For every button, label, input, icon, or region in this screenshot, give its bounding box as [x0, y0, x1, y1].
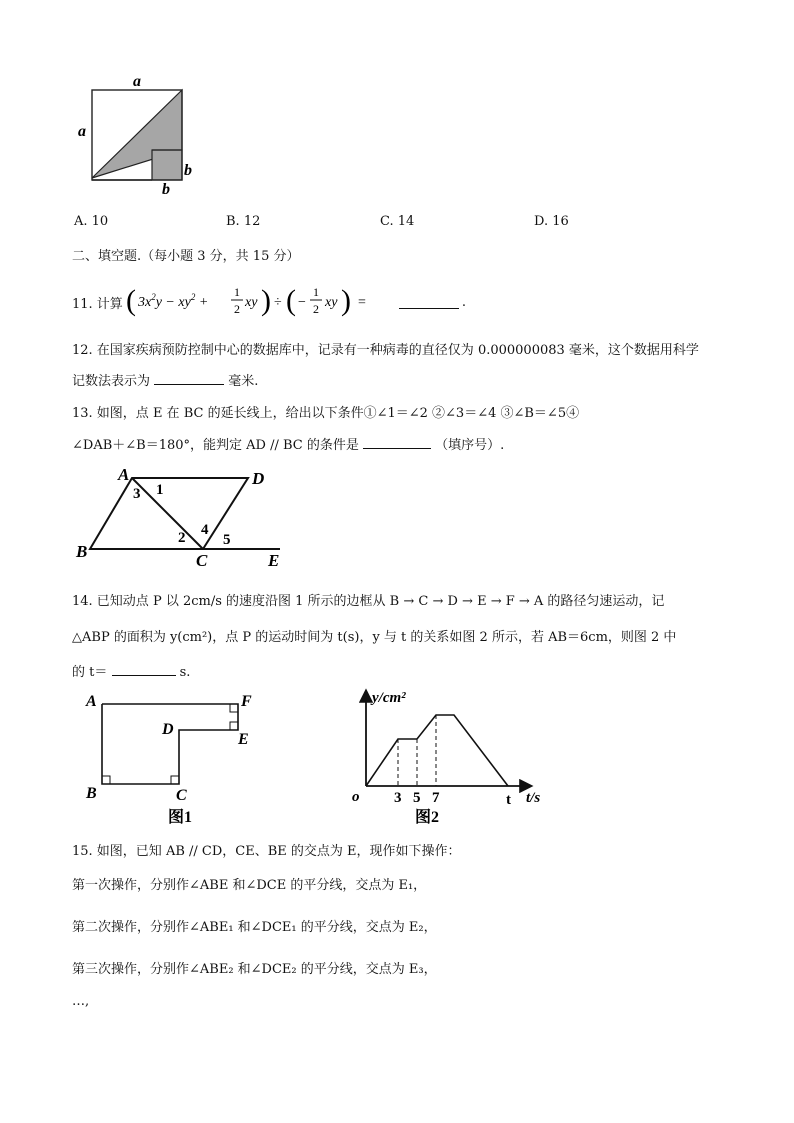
- q14-line3: [72, 661, 190, 680]
- fig2-y-axis-label: y/cm²: [372, 690, 406, 706]
- option-c: C. 14: [380, 214, 415, 229]
- fig1-label-A: A: [86, 693, 97, 710]
- q11-formula: [126, 284, 396, 320]
- label-b-bottom: b: [162, 181, 170, 198]
- svg-text:1: 1: [312, 285, 319, 299]
- svg-text:2: 2: [312, 302, 319, 316]
- q13-line2: [72, 434, 504, 453]
- q12-line2: [72, 370, 258, 389]
- q12-answer-blank[interactable]: [154, 372, 224, 385]
- svg-text:(: (: [285, 284, 296, 317]
- fig2-tick-3: 3: [394, 790, 402, 806]
- label-D: D: [252, 469, 265, 488]
- q12-line2-post: 毫米.: [228, 374, 259, 389]
- q15-line5: …,: [72, 994, 90, 1009]
- svg-text:1: 1: [233, 285, 240, 299]
- q11-suffix: .: [461, 294, 466, 310]
- label-3: 3: [133, 486, 141, 502]
- label-A: A: [118, 465, 130, 484]
- q14-line2: △ABP 的面积为 y(cm²)，点 P 的运动时间为 t(s)，y 与 t 的关系如图 2 所示，若 AB＝6cm，则图 2 中: [72, 630, 677, 645]
- option-b: B. 12: [226, 214, 261, 229]
- q14-line3-pre: 的 t＝: [72, 665, 108, 680]
- q14-line3-post: s.: [179, 665, 191, 680]
- q14-line1: 14. 已知动点 P 以 2cm/s 的速度沿图 1 所示的边框从 B → C → D → E → F → A 的路径匀速运动，记: [72, 594, 665, 609]
- fig2-tick-t: t: [506, 792, 511, 808]
- svg-text:3x2y − xy2 +: $3x^2y - xy^2$ +: [137, 292, 209, 310]
- q13-answer-blank[interactable]: [363, 436, 431, 449]
- fig2-x-axis-label: t/s: [526, 790, 541, 806]
- option-d: D. 16: [534, 214, 569, 229]
- svg-text:(: (: [125, 284, 136, 317]
- question-11: [72, 284, 466, 320]
- fig1-label-E: E: [238, 731, 249, 748]
- figure-1: [80, 686, 270, 830]
- label-2: 2: [178, 530, 186, 546]
- label-b-right: b: [184, 162, 192, 179]
- fig1-label-B: B: [86, 785, 97, 802]
- q11-answer-blank[interactable]: [399, 296, 459, 309]
- label-a-left: a: [78, 123, 86, 140]
- fig1-label-C: C: [176, 787, 187, 804]
- section-heading: 二、填空题.（每小题 3 分，共 15 分）: [72, 249, 300, 264]
- svg-text:xy: xy: [324, 295, 338, 310]
- q15-line2: 第一次操作，分别作∠ABE 和∠DCE 的平分线，交点为 E₁，: [72, 878, 427, 893]
- q12-line1: 12. 在国家疾病预防控制中心的数据库中，记录有一种病毒的直径仅为 0.000000083 毫米，这个数据用科学: [72, 343, 699, 358]
- fig2-origin: o: [352, 789, 360, 805]
- q14-answer-blank[interactable]: [112, 663, 176, 676]
- label-a-top: a: [133, 73, 141, 90]
- fig2-tick-5: 5: [413, 790, 421, 806]
- option-a: A. 10: [74, 214, 109, 229]
- square-figure: [76, 72, 206, 200]
- svg-text:−: −: [297, 295, 306, 310]
- svg-text:=: =: [357, 295, 366, 310]
- q15-line1: 15. 如图，已知 AB // CD，CE、BE 的交点为 E，现作如下操作：: [72, 844, 461, 859]
- q13-line1: 13. 如图，点 E 在 BC 的延长线上，给出以下条件①∠1＝∠2 ②∠3＝∠4 ③∠B＝∠5④: [72, 406, 580, 421]
- q15-line3: 第二次操作，分别作∠ABE₁ 和∠DCE₁ 的平分线，交点为 E₂，: [72, 920, 437, 935]
- fig2-tick-7: 7: [432, 790, 440, 806]
- fig1-caption: 图1: [168, 809, 193, 826]
- svg-text:÷: ÷: [273, 295, 282, 310]
- q11-prefix: 11. 计算: [72, 296, 123, 312]
- label-B: B: [76, 542, 88, 561]
- label-1: 1: [156, 482, 164, 498]
- label-C: C: [196, 551, 208, 570]
- label-E: E: [268, 551, 280, 570]
- q13-line2-pre: ∠DAB＋∠B＝180°，能判定 AD // BC 的条件是: [72, 438, 359, 453]
- parallelogram-figure: [72, 462, 286, 570]
- figure-2: [340, 684, 560, 830]
- svg-text:2: 2: [233, 302, 240, 316]
- svg-text:): ): [260, 284, 271, 317]
- fig1-label-D: D: [162, 721, 174, 738]
- svg-text:): ): [340, 284, 351, 317]
- label-5: 5: [223, 532, 231, 548]
- q15-line4: 第三次操作，分别作∠ABE₂ 和∠DCE₂ 的平分线，交点为 E₃，: [72, 962, 437, 977]
- q13-line2-post: （填序号）.: [435, 438, 505, 453]
- q12-line2-pre: 记数法表示为: [72, 374, 151, 389]
- svg-text:xy: xy: [244, 295, 258, 310]
- fig1-label-F: F: [241, 693, 252, 710]
- label-4: 4: [201, 522, 209, 538]
- fig2-caption: 图2: [415, 809, 440, 826]
